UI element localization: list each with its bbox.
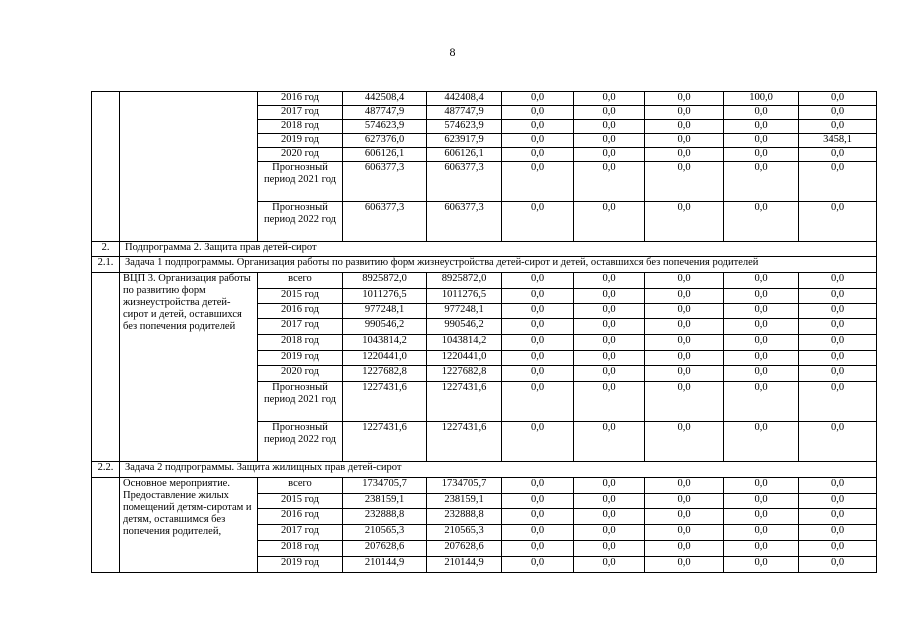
value-cell: 0,0 [799,382,877,422]
value-cell: 0,0 [645,557,724,573]
value-cell: 0,0 [574,382,645,422]
value-cell: 0,0 [645,304,724,319]
value-cell: 207628,6 [427,541,502,557]
value-cell: 0,0 [574,319,645,335]
value-cell: 0,0 [574,478,645,494]
value-cell: 0,0 [724,335,799,351]
value-cell: 0,0 [724,366,799,382]
value-cell: 0,0 [645,319,724,335]
value-cell: 0,0 [645,202,724,242]
section-number: 2.2. [92,462,120,478]
value-cell: 0,0 [724,273,799,289]
table-row [92,92,877,106]
value-cell: 606126,1 [343,148,427,162]
value-cell: 0,0 [502,557,574,573]
value-cell: 606377,3 [343,202,427,242]
value-cell: 0,0 [645,382,724,422]
year-cell: 2019 год [258,134,343,148]
value-cell: 1220441,0 [427,351,502,366]
budget-table [91,91,877,573]
value-cell: 1227431,6 [427,382,502,422]
value-cell: 0,0 [574,557,645,573]
value-cell: 0,0 [574,106,645,120]
value-cell: 0,0 [502,304,574,319]
value-cell: 0,0 [502,92,574,106]
value-cell: 0,0 [799,162,877,202]
value-cell: 0,0 [645,335,724,351]
value-cell: 1227431,6 [427,422,502,462]
value-cell: 0,0 [502,422,574,462]
value-cell: 0,0 [724,382,799,422]
value-cell: 0,0 [724,525,799,541]
value-cell: 0,0 [574,202,645,242]
year-cell: 2015 год [258,289,343,304]
value-cell: 0,0 [645,106,724,120]
section-number: 2. [92,242,120,257]
value-cell: 0,0 [645,162,724,202]
value-cell: 0,0 [574,422,645,462]
value-cell: 1043814,2 [343,335,427,351]
section-row [92,257,877,273]
value-cell: 0,0 [645,148,724,162]
value-cell: 210144,9 [427,557,502,573]
value-cell: 0,0 [502,273,574,289]
table-row [92,478,877,494]
value-cell: 0,0 [645,509,724,525]
value-cell: 0,0 [574,304,645,319]
value-cell: 1227431,6 [343,422,427,462]
value-cell: 0,0 [502,478,574,494]
value-cell: 0,0 [799,304,877,319]
year-cell: 2019 год [258,351,343,366]
value-cell: 990546,2 [427,319,502,335]
year-cell: 2018 год [258,120,343,134]
value-cell: 0,0 [799,202,877,242]
year-cell: Прогнозный период 2022 год [258,202,343,242]
value-cell: 0,0 [645,289,724,304]
value-cell: 0,0 [724,557,799,573]
value-cell: 0,0 [799,478,877,494]
value-cell: 1220441,0 [343,351,427,366]
value-cell: 0,0 [799,289,877,304]
value-cell: 0,0 [799,273,877,289]
value-cell: 232888,8 [427,509,502,525]
value-cell: 210565,3 [343,525,427,541]
value-cell: 0,0 [574,335,645,351]
value-cell: 0,0 [799,422,877,462]
value-cell: 0,0 [574,494,645,509]
value-cell: 0,0 [502,148,574,162]
value-cell: 0,0 [502,541,574,557]
value-cell: 0,0 [645,273,724,289]
year-cell: 2016 год [258,92,343,106]
value-cell: 1043814,2 [427,335,502,351]
value-cell: 0,0 [502,494,574,509]
value-cell: 0,0 [645,525,724,541]
value-cell: 0,0 [645,120,724,134]
value-cell: 0,0 [645,366,724,382]
value-cell: 0,0 [724,289,799,304]
value-cell: 0,0 [724,422,799,462]
value-cell: 0,0 [645,422,724,462]
year-cell: 2020 год [258,366,343,382]
value-cell: 0,0 [502,382,574,422]
value-cell: 442408,4 [427,92,502,106]
year-cell: 2016 год [258,509,343,525]
value-cell: 0,0 [799,319,877,335]
value-cell: 0,0 [799,351,877,366]
value-cell: 1227682,8 [427,366,502,382]
value-cell: 0,0 [799,557,877,573]
value-cell: 0,0 [724,106,799,120]
value-cell: 606377,3 [427,202,502,242]
year-cell: 2015 год [258,494,343,509]
value-cell: 207628,6 [343,541,427,557]
year-cell: 2019 год [258,557,343,573]
value-cell: 0,0 [724,478,799,494]
value-cell: 0,0 [799,335,877,351]
value-cell: 0,0 [574,148,645,162]
value-cell: 0,0 [645,494,724,509]
row-number [92,92,120,242]
value-cell: 990546,2 [343,319,427,335]
value-cell: 0,0 [574,366,645,382]
measure-name [120,92,258,242]
value-cell: 0,0 [645,134,724,148]
value-cell: 627376,0 [343,134,427,148]
value-cell: 0,0 [724,509,799,525]
value-cell: 0,0 [574,134,645,148]
value-cell: 1227431,6 [343,382,427,422]
value-cell: 0,0 [724,541,799,557]
value-cell: 977248,1 [427,304,502,319]
section-title: Задача 2 подпрограммы. Защита жилищных прав детей-сирот [120,462,877,478]
value-cell: 0,0 [502,134,574,148]
year-cell: всего [258,478,343,494]
value-cell: 0,0 [502,162,574,202]
value-cell: 0,0 [799,494,877,509]
value-cell: 606126,1 [427,148,502,162]
value-cell: 1227682,8 [343,366,427,382]
section-title: Подпрограмма 2. Защита прав детей-сирот [120,242,877,257]
value-cell: 0,0 [502,351,574,366]
value-cell: 0,0 [724,319,799,335]
value-cell: 0,0 [799,92,877,106]
value-cell: 238159,1 [343,494,427,509]
value-cell: 0,0 [502,319,574,335]
value-cell: 0,0 [645,541,724,557]
row-number [92,273,120,462]
value-cell: 0,0 [724,148,799,162]
value-cell: 0,0 [724,202,799,242]
value-cell: 238159,1 [427,494,502,509]
value-cell: 0,0 [645,478,724,494]
value-cell: 0,0 [724,304,799,319]
year-cell: 2017 год [258,319,343,335]
value-cell: 0,0 [574,541,645,557]
value-cell: 0,0 [724,134,799,148]
year-cell: 2018 год [258,541,343,557]
value-cell: 0,0 [799,366,877,382]
value-cell: 0,0 [799,148,877,162]
value-cell: 487747,9 [343,106,427,120]
value-cell: 0,0 [724,351,799,366]
section-row [92,462,877,478]
value-cell: 100,0 [724,92,799,106]
measure-name: ВЦП 3. Организация работы по развитию форм жизнеустройства детей-сирот и детей, оставшихся без попечения родителей [120,273,258,462]
value-cell: 574623,9 [427,120,502,134]
page-number: 8 [449,45,456,59]
value-cell: 0,0 [799,120,877,134]
value-cell: 232888,8 [343,509,427,525]
value-cell: 1011276,5 [343,289,427,304]
year-cell: 2017 год [258,525,343,541]
value-cell: 0,0 [574,351,645,366]
year-cell: всего [258,273,343,289]
value-cell: 574623,9 [343,120,427,134]
row-number [92,478,120,573]
value-cell: 0,0 [574,120,645,134]
value-cell: 0,0 [645,351,724,366]
year-cell: 2020 год [258,148,343,162]
value-cell: 0,0 [724,494,799,509]
year-cell: Прогнозный период 2022 год [258,422,343,462]
value-cell: 0,0 [799,106,877,120]
value-cell: 0,0 [502,289,574,304]
value-cell: 606377,3 [427,162,502,202]
value-cell: 0,0 [574,525,645,541]
value-cell: 0,0 [799,541,877,557]
value-cell: 0,0 [502,120,574,134]
year-cell: Прогнозный период 2021 год [258,162,343,202]
value-cell: 0,0 [799,509,877,525]
year-cell: 2016 год [258,304,343,319]
value-cell: 3458,1 [799,134,877,148]
value-cell: 0,0 [724,162,799,202]
value-cell: 0,0 [574,92,645,106]
measure-name: Основное мероприятие. Предоставление жилых помещений детям-сиротам и детям, оставшимся без попечения родителей, [120,478,258,573]
value-cell: 0,0 [574,289,645,304]
value-cell: 623917,9 [427,134,502,148]
table-row [92,273,877,289]
value-cell: 1011276,5 [427,289,502,304]
section-row [92,242,877,257]
value-cell: 8925872,0 [427,273,502,289]
year-cell: 2018 год [258,335,343,351]
year-cell: Прогнозный период 2021 год [258,382,343,422]
value-cell: 0,0 [799,525,877,541]
value-cell: 0,0 [574,162,645,202]
section-number: 2.1. [92,257,120,273]
year-cell: 2017 год [258,106,343,120]
value-cell: 1734705,7 [343,478,427,494]
value-cell: 0,0 [724,120,799,134]
value-cell: 0,0 [574,273,645,289]
value-cell: 0,0 [502,202,574,242]
value-cell: 0,0 [502,509,574,525]
value-cell: 442508,4 [343,92,427,106]
value-cell: 210144,9 [343,557,427,573]
value-cell: 977248,1 [343,304,427,319]
section-title: Задача 1 подпрограммы. Организация работы по развитию форм жизнеустройства детей-сирот и детей, оставшихся без попечения родителей [120,257,877,273]
value-cell: 8925872,0 [343,273,427,289]
value-cell: 210565,3 [427,525,502,541]
value-cell: 0,0 [574,509,645,525]
value-cell: 0,0 [502,106,574,120]
value-cell: 606377,3 [343,162,427,202]
value-cell: 487747,9 [427,106,502,120]
value-cell: 1734705,7 [427,478,502,494]
value-cell: 0,0 [502,525,574,541]
value-cell: 0,0 [645,92,724,106]
value-cell: 0,0 [502,335,574,351]
value-cell: 0,0 [502,366,574,382]
